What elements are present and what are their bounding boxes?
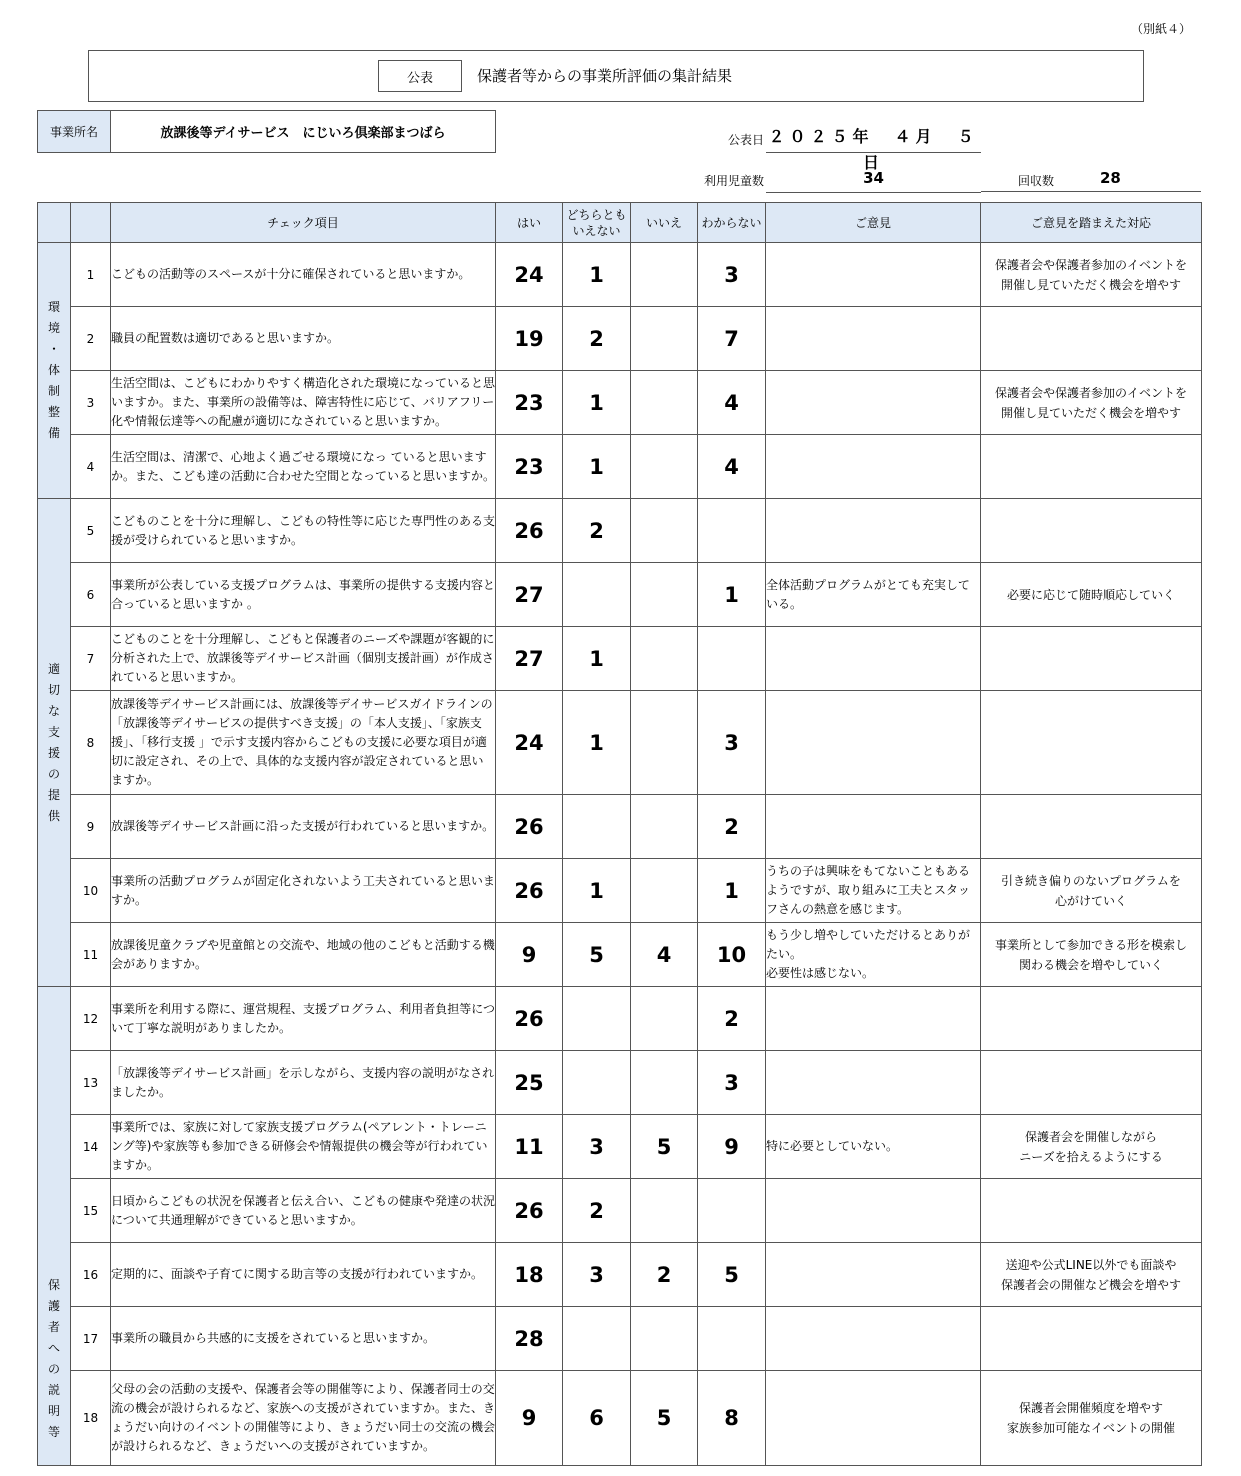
question-text: 定期的に、面談や子育てに関する助言等の支援が行われていますか。 (111, 1243, 496, 1307)
page-title: 保護者等からの事業所評価の集計結果 (477, 67, 733, 85)
opinion-text: もう少し増やしていただけるとありがたい。 必要性は感じない。 (766, 923, 981, 987)
facility-name: 放課後等デイサービス にじいろ倶楽部まつばら (160, 126, 446, 141)
table-row (38, 1243, 1202, 1307)
row-number: 12 (71, 987, 111, 1051)
count-yes: 25 (496, 1051, 563, 1115)
count-neither: 1 (563, 627, 631, 691)
count-no (631, 563, 698, 627)
table-row (38, 243, 1202, 307)
count-no (631, 307, 698, 371)
count-no (631, 987, 698, 1051)
opinion-text (766, 307, 981, 371)
count-no (631, 243, 698, 307)
count-no: 5 (631, 1115, 698, 1179)
count-neither (563, 563, 631, 627)
question-text: こどもの活動等のスペースが十分に確保されていると思いますか。 (111, 243, 496, 307)
response-text (981, 795, 1202, 859)
count-neither: 3 (563, 1243, 631, 1307)
row-number: 14 (71, 1115, 111, 1179)
count-neither: 1 (563, 435, 631, 499)
count-yes: 9 (496, 923, 563, 987)
facility-label: 事業所名 (38, 111, 111, 152)
row-number: 11 (71, 923, 111, 987)
header-item: チェック項目 (111, 203, 496, 243)
table-row (38, 1115, 1202, 1179)
header-neither: どちらとも いえない (563, 203, 631, 243)
response-text: 保護者会や保護者参加のイベントを 開催し見ていただく機会を増やす (981, 243, 1202, 307)
users-value: 34 (766, 166, 981, 193)
count-no (631, 1307, 698, 1371)
count-yes: 11 (496, 1115, 563, 1179)
count-unknown: 10 (698, 923, 766, 987)
count-neither (563, 987, 631, 1051)
table-row (38, 987, 1202, 1051)
count-yes: 24 (496, 243, 563, 307)
opinion-text (766, 499, 981, 563)
row-number: 9 (71, 795, 111, 859)
count-unknown (698, 499, 766, 563)
facility-box (37, 110, 496, 153)
table-row (38, 691, 1202, 795)
response-text (981, 499, 1202, 563)
count-no (631, 1179, 698, 1243)
response-text (981, 627, 1202, 691)
opinion-text (766, 1051, 981, 1115)
opinion-text: うちの子は興味をもてないこともあるようですが、取り組みに工夫とスタッフさんの熱意を感じます。 (766, 859, 981, 923)
response-text (981, 691, 1202, 795)
count-unknown: 1 (698, 859, 766, 923)
row-number: 17 (71, 1307, 111, 1371)
attachment-note: （別紙４） (1130, 22, 1191, 36)
opinion-text (766, 371, 981, 435)
question-text: 事業所の活動プログラムが固定化されないよう工夫されていると思いますか。 (111, 859, 496, 923)
row-number: 15 (71, 1179, 111, 1243)
question-text: 放課後等デイサービス計画には、放課後等デイサービスガイドラインの「放課後等デイサービスの提供すべき支援」の「本人支援」、「家族支援」、「移行支援 」で示す支援内容からこどもの支援に必要な項目が適切に設定され、その上で、具体的な支援内容が設定されていると思いますか。 (111, 691, 496, 795)
table-row (38, 307, 1202, 371)
response-text (981, 307, 1202, 371)
count-neither: 2 (563, 307, 631, 371)
response-text: 引き続き偏りのないプログラムを 心がけていく (981, 859, 1202, 923)
table-row (38, 435, 1202, 499)
table-row (38, 371, 1202, 435)
table-row (38, 1051, 1202, 1115)
count-unknown: 5 (698, 1243, 766, 1307)
table-row (38, 1307, 1202, 1371)
response-text: 必要に応じて随時順応していく (981, 563, 1202, 627)
count-unknown: 2 (698, 987, 766, 1051)
question-text: 日頃からこどもの状況を保護者と伝え合い、こどもの健康や発達の状況について共通理解ができていると思いますか。 (111, 1179, 496, 1243)
question-text: 「放課後等デイサービス計画」を示しながら、支援内容の説明がなされましたか。 (111, 1051, 496, 1115)
row-number: 1 (71, 243, 111, 307)
collected-label: 回収数 (1018, 174, 1055, 188)
question-text: 放課後児童クラブや児童館との交流や、地域の他のこどもと活動する機会がありますか。 (111, 923, 496, 987)
count-no (631, 627, 698, 691)
question-text: 事業所が公表している支援プログラムは、事業所の提供する支援内容と合っていると思いますか 。 (111, 563, 496, 627)
count-neither: 1 (563, 371, 631, 435)
count-neither: 1 (563, 243, 631, 307)
table-row (38, 627, 1202, 691)
question-text: 生活空間は、清潔で、心地よく過ごせる環境になっ ていると思いますか。また、こども達の活動に合わせた空間となっていると思いますか。 (111, 435, 496, 499)
question-text: 生活空間は、こどもにわかりやすく構造化された環境になっていると思いますか。また、事業所の設備等は、障害特性に応じて、バリアフリー化や情報伝達等への配慮が適切になされていると思いますか。 (111, 371, 496, 435)
count-unknown (698, 1307, 766, 1371)
users-label: 利用児童数 (704, 174, 765, 188)
row-number: 16 (71, 1243, 111, 1307)
category-label: 環 境 ・ 体 制 整 備 (38, 243, 71, 499)
count-yes: 27 (496, 563, 563, 627)
count-unknown: 9 (698, 1115, 766, 1179)
opinion-text: 全体活動プログラムがとても充実している。 (766, 563, 981, 627)
question-text: 放課後等デイサービス計画に沿った支援が行われていると思いますか。 (111, 795, 496, 859)
row-number: 4 (71, 435, 111, 499)
count-neither: 6 (563, 1371, 631, 1466)
collected-value: 28 (1100, 169, 1121, 187)
count-no: 2 (631, 1243, 698, 1307)
response-text: 保護者会開催頻度を増やす 家族参加可能なイベントの開催 (981, 1371, 1202, 1466)
response-text (981, 1179, 1202, 1243)
header-response: ご意見を踏まえた対応 (981, 203, 1202, 243)
count-yes: 19 (496, 307, 563, 371)
row-number: 13 (71, 1051, 111, 1115)
count-no (631, 435, 698, 499)
count-neither: 1 (563, 859, 631, 923)
table-row (38, 563, 1202, 627)
count-no (631, 795, 698, 859)
row-number: 10 (71, 859, 111, 923)
count-no (631, 371, 698, 435)
header-no-answer: いいえ (631, 203, 698, 243)
count-yes: 27 (496, 627, 563, 691)
count-unknown (698, 627, 766, 691)
count-yes: 23 (496, 371, 563, 435)
table-row (38, 499, 1202, 563)
row-number: 2 (71, 307, 111, 371)
header-opinion: ご意見 (766, 203, 981, 243)
response-text (981, 435, 1202, 499)
question-text: 事業所の職員から共感的に支援をされていると思いますか。 (111, 1307, 496, 1371)
header-yes: はい (496, 203, 563, 243)
header-category (38, 203, 71, 243)
opinion-text (766, 691, 981, 795)
row-number: 3 (71, 371, 111, 435)
count-yes: 18 (496, 1243, 563, 1307)
count-neither: 3 (563, 1115, 631, 1179)
row-number: 18 (71, 1371, 111, 1466)
opinion-text (766, 243, 981, 307)
count-unknown: 7 (698, 307, 766, 371)
count-unknown: 2 (698, 795, 766, 859)
count-yes: 24 (496, 691, 563, 795)
collected-underline (981, 191, 1201, 192)
count-unknown: 1 (698, 563, 766, 627)
question-text: こどものことを十分理解し、こどもと保護者のニーズや課題が客観的に分析された上で、放課後等デイサービス計画（個別支援計画）が作成されていると思いますか。 (111, 627, 496, 691)
pubdate-value: ２０２５年 ４月 ５日 (766, 124, 981, 153)
count-no (631, 1051, 698, 1115)
table-row (38, 1179, 1202, 1243)
response-text (981, 1307, 1202, 1371)
count-unknown (698, 1179, 766, 1243)
count-no (631, 499, 698, 563)
response-text (981, 1051, 1202, 1115)
question-text: 父母の会の活動の支援や、保護者会等の開催等により、保護者同士の交流の機会が設けられるなど、家族への支援がされていますか。また、きょうだい向けのイベントの開催等により、きょうだい同士の交流の機会が設けられるなど、きょうだいへの支援がされていますか。 (111, 1371, 496, 1466)
count-unknown: 3 (698, 691, 766, 795)
table-row (38, 923, 1202, 987)
response-text (981, 987, 1202, 1051)
opinion-text (766, 1307, 981, 1371)
response-text: 送迎や公式LINE以外でも面談や 保護者会の開催など機会を増やす (981, 1243, 1202, 1307)
count-unknown: 4 (698, 435, 766, 499)
table-row (38, 859, 1202, 923)
count-neither: 2 (563, 499, 631, 563)
header-no (71, 203, 111, 243)
row-number: 5 (71, 499, 111, 563)
count-neither (563, 795, 631, 859)
count-unknown: 3 (698, 243, 766, 307)
question-text: 事業所では、家族に対して家族支援プログラム(ペアレント・トレーニング等)や家族等も参加できる研修会や情報提供の機会等が行われていますか。 (111, 1115, 496, 1179)
count-unknown: 4 (698, 371, 766, 435)
count-unknown: 3 (698, 1051, 766, 1115)
question-text: こどものことを十分に理解し、こどもの特性等に応じた専門性のある支援が受けられていると思いますか。 (111, 499, 496, 563)
question-text: 職員の配置数は適切であると思いますか。 (111, 307, 496, 371)
opinion-text (766, 1243, 981, 1307)
opinion-text (766, 987, 981, 1051)
count-yes: 23 (496, 435, 563, 499)
category-label: 適 切 な 支 援 の 提 供 (38, 499, 71, 987)
opinion-text (766, 1179, 981, 1243)
header-unknown: わからない (698, 203, 766, 243)
table-row (38, 795, 1202, 859)
response-text: 保護者会や保護者参加のイベントを 開催し見ていただく機会を増やす (981, 371, 1202, 435)
category-label: 保 護 者 へ の 説 明 等 (38, 987, 71, 1466)
public-label: 公表 (378, 60, 462, 92)
response-text: 保護者会を開催しながら ニーズを拾えるようにする (981, 1115, 1202, 1179)
title-box (88, 50, 1144, 102)
count-no: 4 (631, 923, 698, 987)
header-row (38, 203, 1202, 243)
count-neither (563, 1307, 631, 1371)
row-number: 8 (71, 691, 111, 795)
count-yes: 26 (496, 499, 563, 563)
count-yes: 28 (496, 1307, 563, 1371)
count-no: 5 (631, 1371, 698, 1466)
count-yes: 9 (496, 1371, 563, 1466)
opinion-text (766, 627, 981, 691)
count-yes: 26 (496, 987, 563, 1051)
pubdate-label: 公表日 (728, 133, 765, 147)
table-row (38, 1371, 1202, 1466)
count-neither: 2 (563, 1179, 631, 1243)
count-neither (563, 1051, 631, 1115)
count-yes: 26 (496, 1179, 563, 1243)
count-yes: 26 (496, 795, 563, 859)
count-no (631, 859, 698, 923)
count-unknown: 8 (698, 1371, 766, 1466)
count-no (631, 691, 698, 795)
opinion-text (766, 795, 981, 859)
opinion-text (766, 435, 981, 499)
count-neither: 1 (563, 691, 631, 795)
row-number: 6 (71, 563, 111, 627)
row-number: 7 (71, 627, 111, 691)
opinion-text (766, 1371, 981, 1466)
count-yes: 26 (496, 859, 563, 923)
evaluation-table (37, 202, 1202, 1466)
count-neither: 5 (563, 923, 631, 987)
response-text: 事業所として参加できる形を模索し 関わる機会を増やしていく (981, 923, 1202, 987)
opinion-text: 特に必要としていない。 (766, 1115, 981, 1179)
question-text: 事業所を利用する際に、運営規程、支援プログラム、利用者負担等について丁寧な説明がありましたか。 (111, 987, 496, 1051)
